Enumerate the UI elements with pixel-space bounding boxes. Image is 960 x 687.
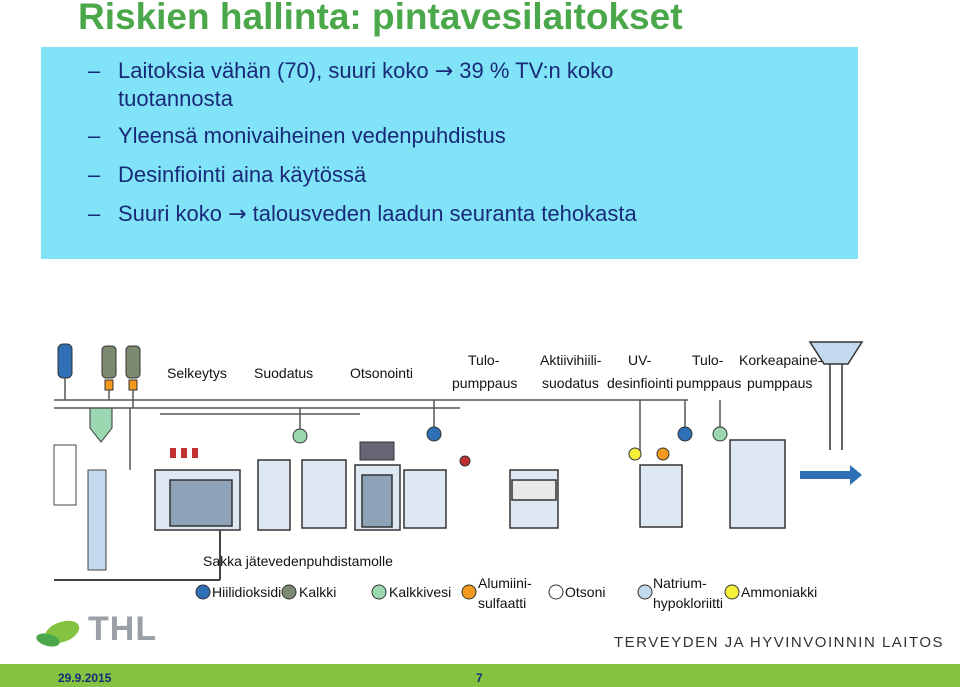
arrow-right-icon: → — [228, 202, 247, 227]
bullet-dash: – — [88, 58, 101, 83]
stage-label-suodatus: Suodatus — [254, 365, 314, 381]
stage-label-korkeapaine-b: pumppaus — [747, 375, 813, 391]
lime-tank-icon — [126, 346, 140, 378]
thl-logo-text: THL — [88, 610, 158, 648]
outlet-arrow-icon — [800, 465, 862, 485]
legend-kalkkivesi: Kalkkivesi — [389, 584, 452, 600]
bullet-1-text-b: 39 % TV:n koko — [453, 58, 614, 83]
stage-label-aktiivihiili-b: suodatus — [542, 375, 599, 391]
arrow-right-icon: → — [434, 59, 454, 84]
legend-dot-alumiinisulfaatti — [462, 585, 476, 599]
thl-leaf-icon — [34, 612, 86, 652]
bullet-3-text: Desinfiointi aina käytössä — [118, 162, 367, 187]
legend-otsoni: Otsoni — [565, 584, 606, 600]
lime-tank-icon — [102, 346, 116, 378]
footer-bar — [0, 664, 960, 687]
lime-silo-icon — [90, 408, 112, 442]
bullet-1-text-c: tuotannosta — [118, 86, 233, 111]
bullet-4-text-b: talousveden laadun seuranta tehokasta — [246, 201, 637, 226]
legend-natrium-a: Natrium- — [653, 575, 707, 591]
page-number: 7 — [476, 671, 483, 685]
bullet-dash: – — [88, 162, 101, 187]
stage-label-korkeapaine-a: Korkeapaine- — [739, 352, 823, 368]
high-pressure-tank — [730, 440, 785, 528]
inlet-pipe — [88, 470, 106, 570]
legend — [196, 575, 817, 611]
bullet-4-text-a: Suuri koko — [118, 201, 229, 226]
legend-dot-hiilidioksidi — [196, 585, 210, 599]
stage-label-uv-a: UV- — [628, 352, 652, 368]
water-treatment-diagram — [40, 330, 880, 620]
bullet-1-text-a: Laitoksia vähän (70), suuri koko — [118, 58, 435, 83]
ozone-generator-icon — [360, 442, 394, 460]
chemical-tanks — [58, 344, 140, 442]
legend-ammoniakki: Ammoniakki — [741, 584, 818, 600]
co2-tank-icon — [58, 344, 72, 378]
organization-name: TERVEYDEN JA HYVINVOINNIN LAITOS — [614, 634, 945, 651]
pump-tank — [404, 470, 446, 528]
legend-dot-kalkki — [282, 585, 296, 599]
legend-alumiini-a: Alumiini- — [478, 575, 532, 591]
stage-label-aktiivihiili-a: Aktiivihiili- — [540, 352, 602, 368]
stage-label-tulopumppaus-1b: pumppaus — [452, 375, 518, 391]
legend-kalkki: Kalkki — [299, 584, 337, 600]
footer-date: 29.9.2015 — [58, 671, 112, 685]
stage-label-selkeytys: Selkeytys — [167, 365, 227, 381]
legend-hiilidioksidi: Hiilidioksidi — [212, 584, 282, 600]
ozone-tank — [302, 460, 346, 528]
bullet-2-text: Yleensä monivaiheinen vedenpuhdistus — [118, 123, 506, 148]
stage-label-uv-b: desinfiointi — [607, 375, 674, 391]
stage-label-tulopumppaus-2a: Tulo- — [692, 352, 724, 368]
uv-tank — [640, 465, 682, 527]
legend-dot-kalkkivesi — [372, 585, 386, 599]
stage-label-tulopumppaus-2b: pumppaus — [676, 375, 742, 391]
stage-label-tulopumppaus-1a: Tulo- — [468, 352, 500, 368]
legend-natrium-b: hypokloriitti — [653, 595, 724, 611]
legend-dot-otsoni — [549, 585, 563, 599]
page-title: Riskien hallinta: pintavesilaitokset — [78, 0, 683, 37]
stage-label-otsonointi: Otsonointi — [350, 365, 414, 381]
legend-dot-natriumhypokloriitti — [638, 585, 652, 599]
filter-tank — [258, 460, 290, 530]
bullet-dash: – — [88, 123, 101, 148]
bullet-dash: – — [88, 201, 101, 226]
legend-dot-ammoniakki — [725, 585, 739, 599]
sludge-label: Sakka jätevedenpuhdistamolle — [203, 553, 393, 569]
legend-alumiini-b: sulfaatti — [478, 595, 527, 611]
